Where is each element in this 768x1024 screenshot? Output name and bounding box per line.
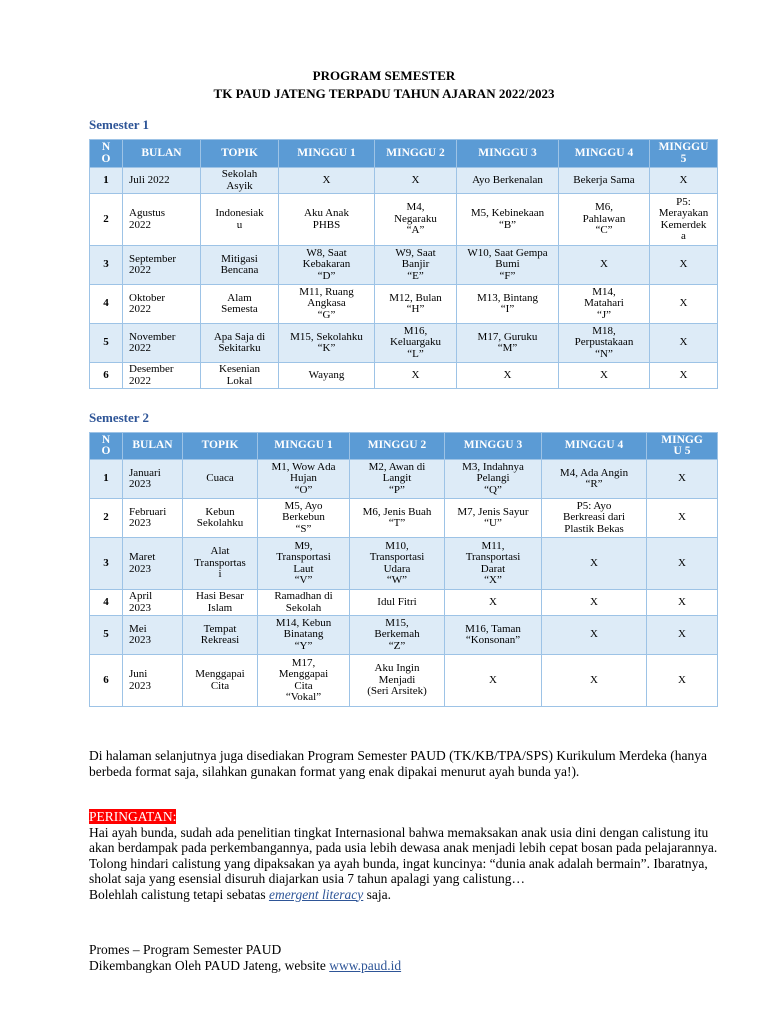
column-header: N O [90, 140, 123, 168]
table-row [90, 499, 718, 538]
table-cell: W9, Saat Banjir “E” [375, 246, 457, 285]
table-cell: X [647, 460, 718, 499]
table-cell: X [650, 324, 718, 363]
table-cell: Januari 2023 [123, 460, 183, 499]
table-cell: 1 [90, 460, 123, 499]
table-cell: Juni 2023 [123, 655, 183, 707]
column-header: MINGGU 3 [445, 433, 542, 460]
table-cell: X [279, 168, 375, 194]
table-row [90, 655, 718, 707]
column-header: MINGGU 1 [258, 433, 350, 460]
warning-text: Hai ayah bunda, sudah ada penelitian tingkat Internasional bahwa memaksakan anak usia dini dengan calistung itu akan berdampak pada perkembangannya, pada usia lebih dewasa anak menjadi lebih cepat bosan pada pelajarannya. Tolong hindari calistung yang dipaksakan ya ayah bunda, ingat kuncinya: “dunia anak adalah bermain”. Ibaratnya, sholat saja yang esensial disuruh diajarkan usia 7 tahun apalagi yang calistung… [89, 824, 718, 886]
semester-1-heading: Semester 1 [89, 117, 150, 132]
table-cell: M15, Sekolahku “K” [279, 324, 375, 363]
table-row [90, 324, 718, 363]
table-cell: 4 [90, 590, 123, 616]
column-header: BULAN [123, 433, 183, 460]
table-cell: X [647, 538, 718, 590]
table-row [90, 616, 718, 655]
column-header: MINGGU 5 [650, 140, 718, 168]
footer [89, 942, 719, 973]
table-cell: X [559, 363, 650, 389]
semester-2-heading: Semester 2 [89, 410, 150, 425]
table-cell: X [647, 655, 718, 707]
table-cell: 1 [90, 168, 123, 194]
table-cell: P5: Merayakan Kemerdek a [650, 194, 718, 246]
table-cell: Maret 2023 [123, 538, 183, 590]
table-cell: X [542, 616, 647, 655]
column-header: TOPIK [183, 433, 258, 460]
table-cell: M15, Berkemah “Z” [350, 616, 445, 655]
table-row [90, 168, 718, 194]
warning-block [89, 809, 719, 902]
table-cell: M18, Perpustakaan “N” [559, 324, 650, 363]
table-cell: X [542, 590, 647, 616]
table-cell: M1, Wow Ada Hujan “O” [258, 460, 350, 499]
table-cell: Aku Anak PHBS [279, 194, 375, 246]
table-cell: M13, Bintang “I” [457, 285, 559, 324]
table-cell: 6 [90, 363, 123, 389]
table-cell: X [445, 590, 542, 616]
column-header: BULAN [123, 140, 201, 168]
column-header: MINGGU 4 [559, 140, 650, 168]
table-cell: Sekolah Asyik [201, 168, 279, 194]
page-title: PROGRAM SEMESTER [312, 68, 456, 83]
table-cell: 4 [90, 285, 123, 324]
semester-2-table [89, 432, 718, 707]
table-cell: M9, Transportasi Laut “V” [258, 538, 350, 590]
table-cell: X [647, 616, 718, 655]
table-cell: X [457, 363, 559, 389]
column-header: MINGGU 4 [542, 433, 647, 460]
info-paragraph: Di halaman selanjutnya juga disediakan Program Semester PAUD (TK/KB/TPA/SPS) Kurikulum Merdeka (hanya berbeda format saja, silahkan gunakan format yang enak dipakai menurut ayah bunda ya!). [89, 748, 708, 779]
emergent-literacy-link[interactable]: emergent literacy [268, 886, 364, 902]
warning-last-suffix: saja. [363, 886, 392, 902]
table-cell: M3, Indahnya Pelangi “Q” [445, 460, 542, 499]
table-cell: 2 [90, 194, 123, 246]
table-cell: Cuaca [183, 460, 258, 499]
semester-1-table [89, 139, 718, 389]
column-header: MINGG U 5 [647, 433, 718, 460]
table-cell: Menggapai Cita [183, 655, 258, 707]
table-cell: Hasi Besar Islam [183, 590, 258, 616]
table-cell: Mei 2023 [123, 616, 183, 655]
table-cell: M6, Pahlawan “C” [559, 194, 650, 246]
table-cell: September 2022 [123, 246, 201, 285]
table-cell: Tempat Rekreasi [183, 616, 258, 655]
table-cell: X [650, 285, 718, 324]
table-cell: M11, Transportasi Darat “X” [445, 538, 542, 590]
table-cell: X [650, 246, 718, 285]
table-cell: M16, Taman “Konsonan” [445, 616, 542, 655]
table-cell: M14, Kebun Binatang “Y” [258, 616, 350, 655]
table-cell: M7, Jenis Sayur “U” [445, 499, 542, 538]
column-header: N O [90, 433, 123, 460]
table-cell: X [542, 538, 647, 590]
table-row [90, 285, 718, 324]
column-header: MINGGU 3 [457, 140, 559, 168]
warning-label: PERINGATAN: [89, 809, 177, 824]
table-row [90, 194, 718, 246]
table-row [90, 363, 718, 389]
footer-line2-prefix: Dikembangkan Oleh PAUD Jateng, website [89, 957, 330, 973]
column-header: MINGGU 2 [375, 140, 457, 168]
table-row [90, 590, 718, 616]
table-cell: M10, Transportasi Udara “W” [350, 538, 445, 590]
table-cell: M6, Jenis Buah “T” [350, 499, 445, 538]
table-cell: Alam Semesta [201, 285, 279, 324]
table-cell: Alat Transportas i [183, 538, 258, 590]
table-cell: M17, Guruku “M” [457, 324, 559, 363]
table-cell: X [542, 655, 647, 707]
table-cell: M16, Keluargaku “L” [375, 324, 457, 363]
table-cell: Ayo Berkenalan [457, 168, 559, 194]
table-cell: 3 [90, 246, 123, 285]
table-cell: 5 [90, 616, 123, 655]
website-link[interactable]: www.paud.id [329, 957, 402, 973]
table-cell: P5: Ayo Berkreasi dari Plastik Bekas [542, 499, 647, 538]
column-header: MINGGU 2 [350, 433, 445, 460]
table-cell: 6 [90, 655, 123, 707]
table-cell: X [375, 168, 457, 194]
table-row [90, 460, 718, 499]
table-cell: M4, Negaraku “A” [375, 194, 457, 246]
table-cell: X [647, 499, 718, 538]
table-cell: X [650, 363, 718, 389]
table-cell: Februari 2023 [123, 499, 183, 538]
table-cell: M5, Ayo Berkebun “S” [258, 499, 350, 538]
table-cell: W8, Saat Kebakaran “D” [279, 246, 375, 285]
table-cell: 2 [90, 499, 123, 538]
table-cell: X [559, 246, 650, 285]
table-cell: 5 [90, 324, 123, 363]
table-cell: M12, Bulan “H” [375, 285, 457, 324]
table-cell: Kesenian Lokal [201, 363, 279, 389]
table-cell: April 2023 [123, 590, 183, 616]
page-subtitle: TK PAUD JATENG TERPADU TAHUN AJARAN 2022/2023 [213, 86, 555, 101]
table-cell: Mitigasi Bencana [201, 246, 279, 285]
table-cell: Kebun Sekolahku [183, 499, 258, 538]
footer-line1: Promes – Program Semester PAUD [89, 942, 282, 957]
table-cell: M11, Ruang Angkasa “G” [279, 285, 375, 324]
table-cell: X [445, 655, 542, 707]
table-cell: Wayang [279, 363, 375, 389]
table-row [90, 538, 718, 590]
table-cell: November 2022 [123, 324, 201, 363]
table-cell: Indonesiak u [201, 194, 279, 246]
table-cell: W10, Saat Gempa Bumi “F” [457, 246, 559, 285]
table-cell: 3 [90, 538, 123, 590]
table-cell: Juli 2022 [123, 168, 201, 194]
table-row [90, 246, 718, 285]
table-cell: X [647, 590, 718, 616]
table-cell: Oktober 2022 [123, 285, 201, 324]
table-cell: M4, Ada Angin “R” [542, 460, 647, 499]
warning-last-prefix: Bolehlah calistung tetapi sebatas [89, 886, 269, 902]
table-cell: M14, Matahari “J” [559, 285, 650, 324]
column-header: MINGGU 1 [279, 140, 375, 168]
column-header: TOPIK [201, 140, 279, 168]
table-cell: Ramadhan di Sekolah [258, 590, 350, 616]
table-cell: M5, Kebinekaan “B” [457, 194, 559, 246]
table-cell: Idul Fitri [350, 590, 445, 616]
table-cell: Aku Ingin Menjadi (Seri Arsitek) [350, 655, 445, 707]
table-cell: X [650, 168, 718, 194]
table-cell: X [375, 363, 457, 389]
table-cell: Agustus 2022 [123, 194, 201, 246]
table-cell: Apa Saja di Sekitarku [201, 324, 279, 363]
table-cell: Desember 2022 [123, 363, 201, 389]
table-cell: M17, Menggapai Cita “Vokal” [258, 655, 350, 707]
table-cell: Bekerja Sama [559, 168, 650, 194]
table-cell: M2, Awan di Langit “P” [350, 460, 445, 499]
